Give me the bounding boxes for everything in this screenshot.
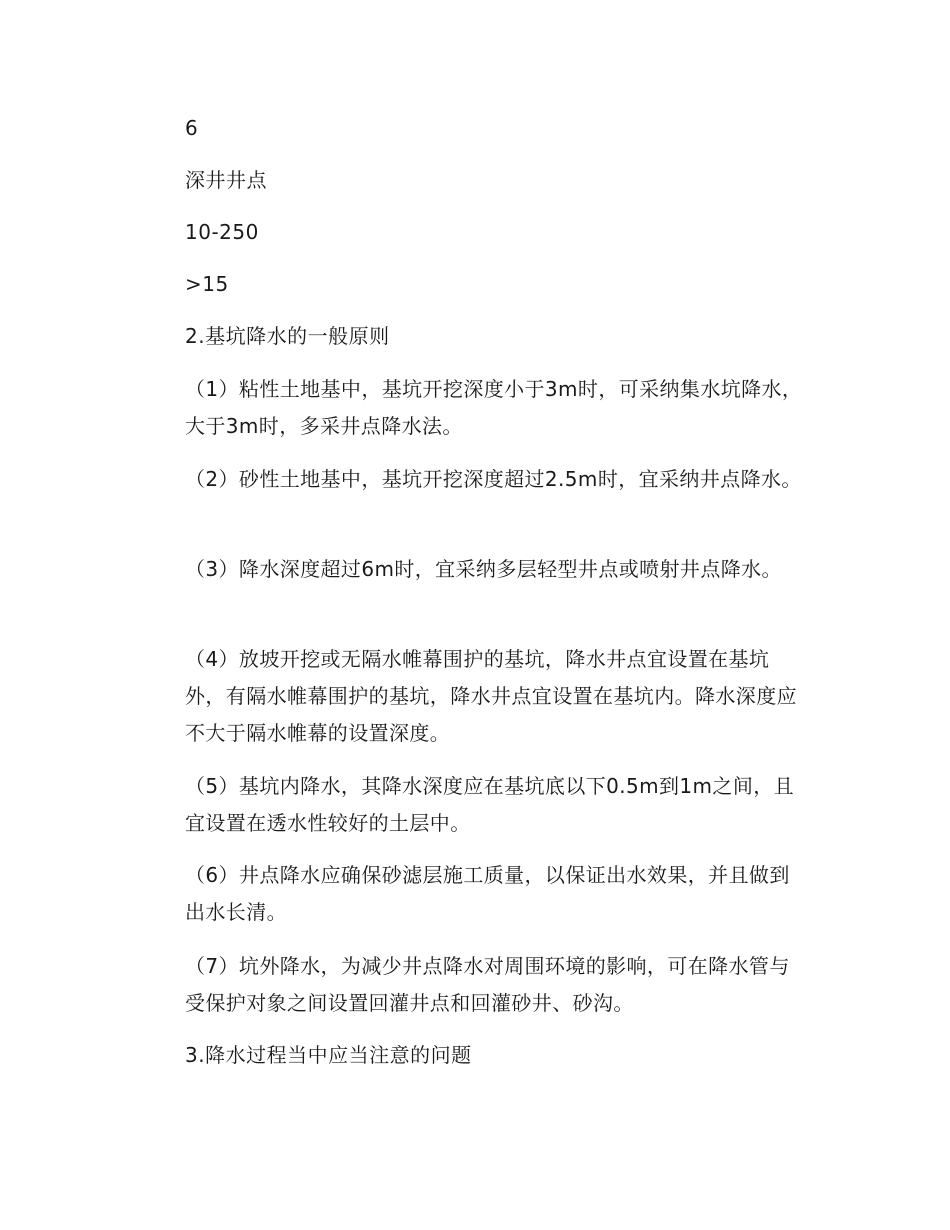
paragraph-6 — [141, 857, 806, 931]
paragraph-2-text: （2）砂性土地基中，基坑开挖深度超过2.5m时，宜采纳井点降水。 — [185, 467, 802, 491]
paragraph-5-text: （5）基坑内降水，其降水深度应在基坑底以下0.5m到1m之间，且宜设置在透水性较好的土层中。 — [185, 774, 795, 835]
table-cell-method: 深井井点 — [185, 168, 267, 192]
table-cell-range: 10-250 — [185, 220, 259, 244]
paragraph-5 — [141, 768, 806, 842]
paragraph-7-text: （7）坑外降水，为减少井点降水对周围环境的影响，可在降水管与受保护对象之间设置回灌井点和回灌砂井、砂沟。 — [185, 954, 790, 1015]
paragraph-4-text: （4）放坡开挖或无隔水帷幕围护的基坑，降水井点宜设置在基坑外，有隔水帷幕围护的基坑，降水井点宜设置在基坑内。降水深度应不大于隔水帷幕的设置深度。 — [185, 647, 797, 745]
table-cell-index: 6 — [185, 116, 199, 140]
table-cell-depth: >15 — [185, 272, 229, 296]
paragraph-4 — [141, 641, 806, 752]
paragraph-2 — [141, 461, 806, 498]
paragraph-3 — [141, 551, 806, 588]
paragraph-6-text: （6）井点降水应确保砂滤层施工质量，以保证出水效果，并且做到出水长清。 — [185, 863, 790, 924]
paragraph-7 — [141, 948, 806, 1022]
paragraph-1 — [141, 371, 806, 445]
paragraph-1-text: （1）粘性土地基中，基坑开挖深度小于3m时，可采纳集水坑降水，大于3m时，多采井点降水法。 — [185, 377, 803, 438]
paragraph-3-text: （3）降水深度超过6m时，宜采纳多层轻型井点或喷射井点降水。 — [185, 557, 782, 581]
section-heading-issues: 3.降水过程当中应当注意的问题 — [185, 1043, 472, 1067]
section-heading-principles: 2.基坑降水的一般原则 — [185, 324, 390, 348]
